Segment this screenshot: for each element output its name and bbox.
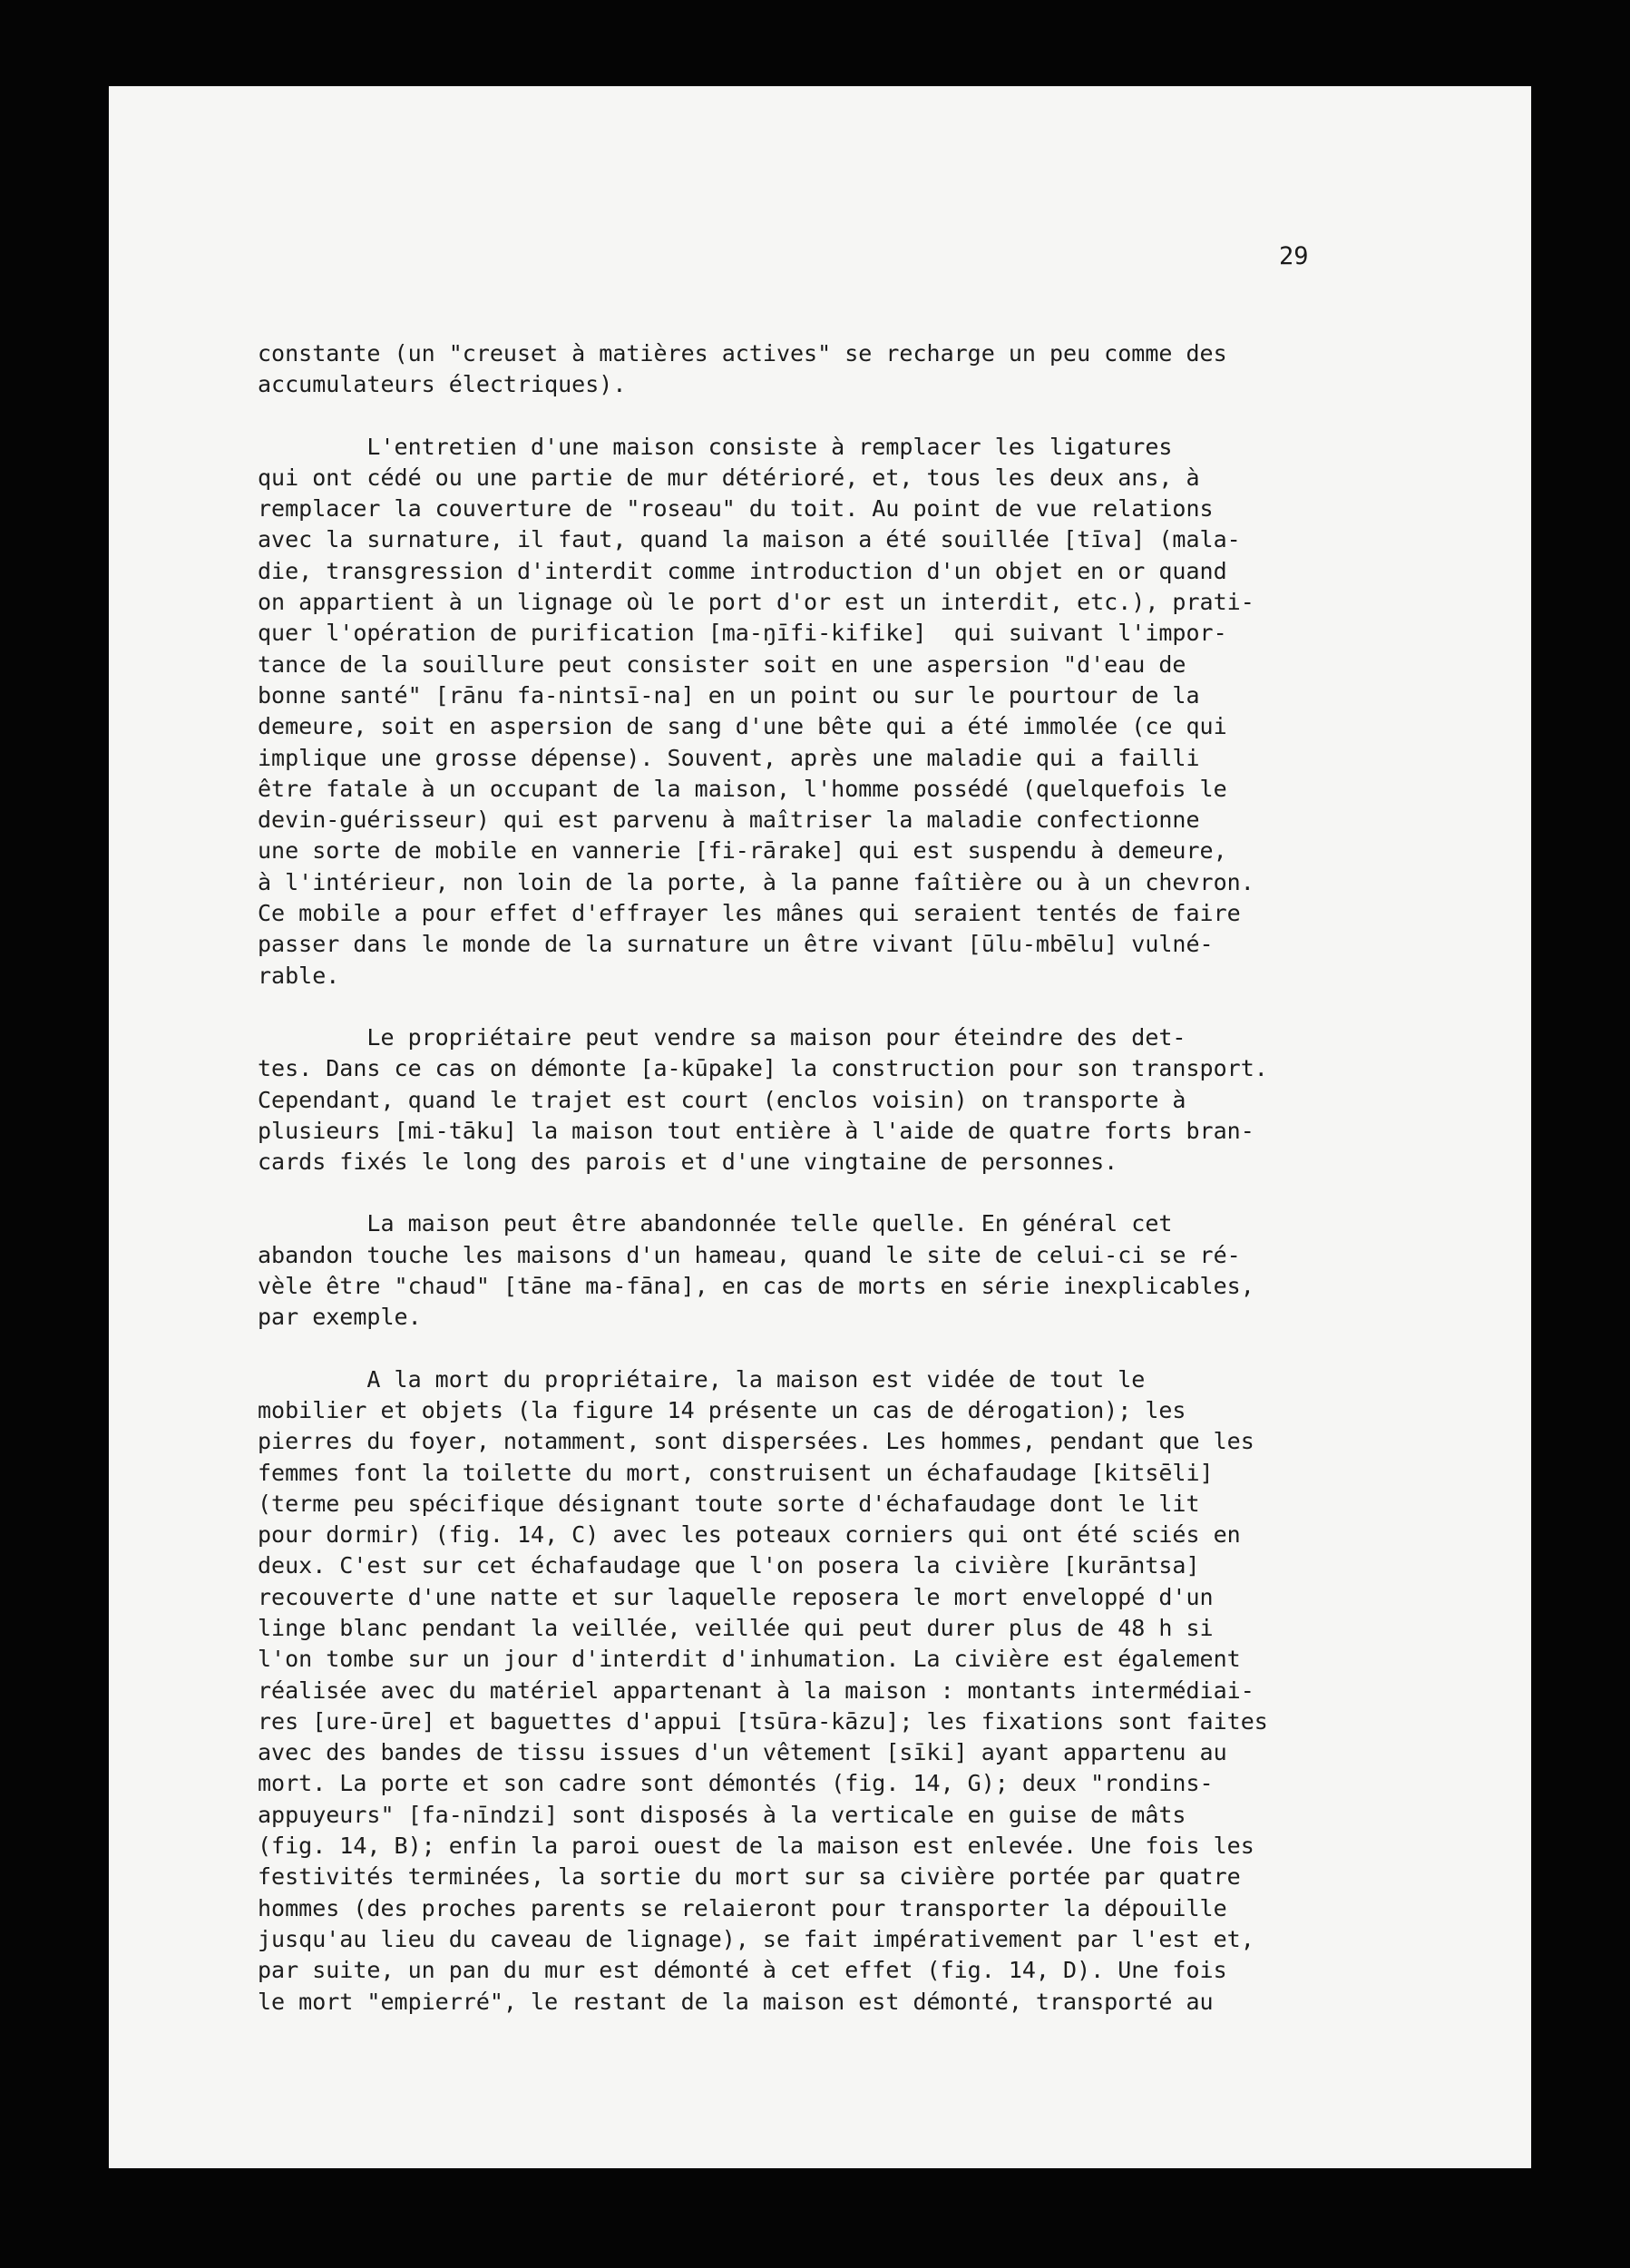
text-line: Cependant, quand le trajet est court (enclos voisin) on transporte à xyxy=(258,1086,1186,1113)
text-line: festivités terminées, la sortie du mort sur sa civière portée par quatre xyxy=(258,1863,1241,1891)
text-line: constante (un "creuset à matières actives" se recharge un peu comme des xyxy=(258,340,1227,367)
text-line: réalisée avec du matériel appartenant à la maison : montants intermédiai- xyxy=(258,1677,1254,1704)
text-line: quer l'opération de purification [ma-ŋīfi-kifike] qui suivant l'impor- xyxy=(258,620,1227,647)
text-line: pour dormir) (fig. 14, C) avec les poteaux corniers qui ont été sciés en xyxy=(258,1521,1241,1549)
text-line: remplacer la couverture de "roseau" du toit. Au point de vue relations xyxy=(258,495,1214,523)
text-line: tes. Dans ce cas on démonte [a-kūpake] la construction pour son transport. xyxy=(258,1055,1268,1082)
text-line: une sorte de mobile en vannerie [fi-rārake] qui est suspendu à demeure, xyxy=(258,837,1227,865)
text-line: pierres du foyer, notamment, sont dispersées. Les hommes, pendant que les xyxy=(258,1428,1254,1455)
text-line: à l'intérieur, non loin de la porte, à la panne faîtière ou à un chevron. xyxy=(258,868,1254,895)
text-line: femmes font la toilette du mort, construisent un échafaudage [kitsēli] xyxy=(258,1459,1214,1486)
text-line: hommes (des proches parents se relaieront pour transporter la dépouille xyxy=(258,1894,1227,1921)
body-text xyxy=(258,338,1364,2018)
text-line: passer dans le monde de la surnature un être vivant [ūlu-mbēlu] vulné- xyxy=(258,931,1214,958)
text-line: (terme peu spécifique désignant toute sorte d'échafaudage dont le lit xyxy=(258,1490,1200,1517)
text-line: on appartient à un lignage où le port d'or est un interdit, etc.), prati- xyxy=(258,589,1254,616)
paragraph-gap xyxy=(258,992,1364,1022)
text-line: cards fixés le long des parois et d'une vingtaine de personnes. xyxy=(258,1149,1118,1176)
text-line: deux. C'est sur cet échafaudage que l'on posera la civière [kurāntsa] xyxy=(258,1552,1200,1579)
text-line: die, transgression d'interdit comme introduction d'un objet en or quand xyxy=(258,557,1227,584)
text-line: linge blanc pendant la veillée, veillée qui peut durer plus de 48 h si xyxy=(258,1614,1214,1641)
text-line: recouverte d'une natte et sur laquelle reposera le mort enveloppé d'un xyxy=(258,1583,1214,1610)
text-line: devin-guérisseur) qui est parvenu à maîtriser la maladie confectionne xyxy=(258,807,1200,834)
text-line: mobilier et objets (la figure 14 présente un cas de dérogation); les xyxy=(258,1396,1186,1423)
paragraph-gap xyxy=(258,1178,1364,1208)
text-line: plusieurs [mi-tāku] la maison tout entière à l'aide de quatre forts bran- xyxy=(258,1117,1254,1144)
page-number: 29 xyxy=(1279,242,1309,270)
text-line: abandon touche les maisons d'un hameau, quand le site de celui-ci se ré- xyxy=(258,1241,1241,1268)
text-line: mort. La porte et son cadre sont démontés (fig. 14, G); deux "rondins- xyxy=(258,1770,1214,1797)
text-line: par exemple. xyxy=(258,1304,422,1331)
text-line: tance de la souillure peut consister soit en une aspersion "d'eau de xyxy=(258,650,1186,678)
text-line: l'on tombe sur un jour d'interdit d'inhumation. La civière est également xyxy=(258,1646,1241,1673)
text-line: avec des bandes de tissu issues d'un vêtement [sīki] ayant appartenu au xyxy=(258,1739,1227,1766)
text-line: être fatale à un occupant de la maison, l'homme possédé (quelquefois le xyxy=(258,775,1227,802)
text-line: Le propriétaire peut vendre sa maison pour éteindre des det- xyxy=(258,1023,1186,1051)
paper-sheet xyxy=(109,86,1531,2168)
paragraph xyxy=(258,432,1364,992)
text-line: vèle être "chaud" [tāne ma-fāna], en cas de morts en série inexplicables, xyxy=(258,1273,1254,1300)
text-line: (fig. 14, B); enfin la paroi ouest de la maison est enlevée. Une fois les xyxy=(258,1833,1254,1860)
text-line: implique une grosse dépense). Souvent, après une maladie qui a failli xyxy=(258,744,1200,771)
text-line: par suite, un pan du mur est démonté à cet effet (fig. 14, D). Une fois xyxy=(258,1957,1227,1984)
text-line: accumulateurs électriques). xyxy=(258,371,627,398)
paragraph-gap xyxy=(258,401,1364,432)
paragraph xyxy=(258,1022,1364,1178)
text-line: qui ont cédé ou une partie de mur détérioré, et, tous les deux ans, à xyxy=(258,464,1200,491)
paragraph-gap xyxy=(258,1334,1364,1364)
text-line: jusqu'au lieu du caveau de lignage), se fait impérativement par l'est et, xyxy=(258,1925,1254,1952)
text-line: La maison peut être abandonnée telle quelle. En général cet xyxy=(258,1210,1173,1237)
paragraph xyxy=(258,1364,1364,2018)
text-line: bonne santé" [rānu fa-nintsī-na] en un point ou sur le pourtour de la xyxy=(258,681,1200,709)
paragraph xyxy=(258,1208,1364,1333)
text-line: rable. xyxy=(258,962,340,989)
text-line: L'entretien d'une maison consiste à remplacer les ligatures xyxy=(258,433,1173,460)
text-line: avec la surnature, il faut, quand la maison a été souillée [tīva] (mala- xyxy=(258,526,1241,553)
text-line: appuyeurs" [fa-nīndzi] sont disposés à la verticale en guise de mâts xyxy=(258,1801,1186,1828)
text-line: Ce mobile a pour effet d'effrayer les mânes qui seraient tentés de faire xyxy=(258,900,1241,927)
text-line: demeure, soit en aspersion de sang d'une bête qui a été immolée (ce qui xyxy=(258,713,1227,740)
text-line: le mort "empierré", le restant de la maison est démonté, transporté au xyxy=(258,1988,1214,2015)
text-line: res [ure-ūre] et baguettes d'appui [tsūra-kāzu]; les fixations sont faites xyxy=(258,1707,1268,1735)
paragraph xyxy=(258,338,1364,401)
text-line: A la mort du propriétaire, la maison est vidée de tout le xyxy=(258,1365,1146,1393)
